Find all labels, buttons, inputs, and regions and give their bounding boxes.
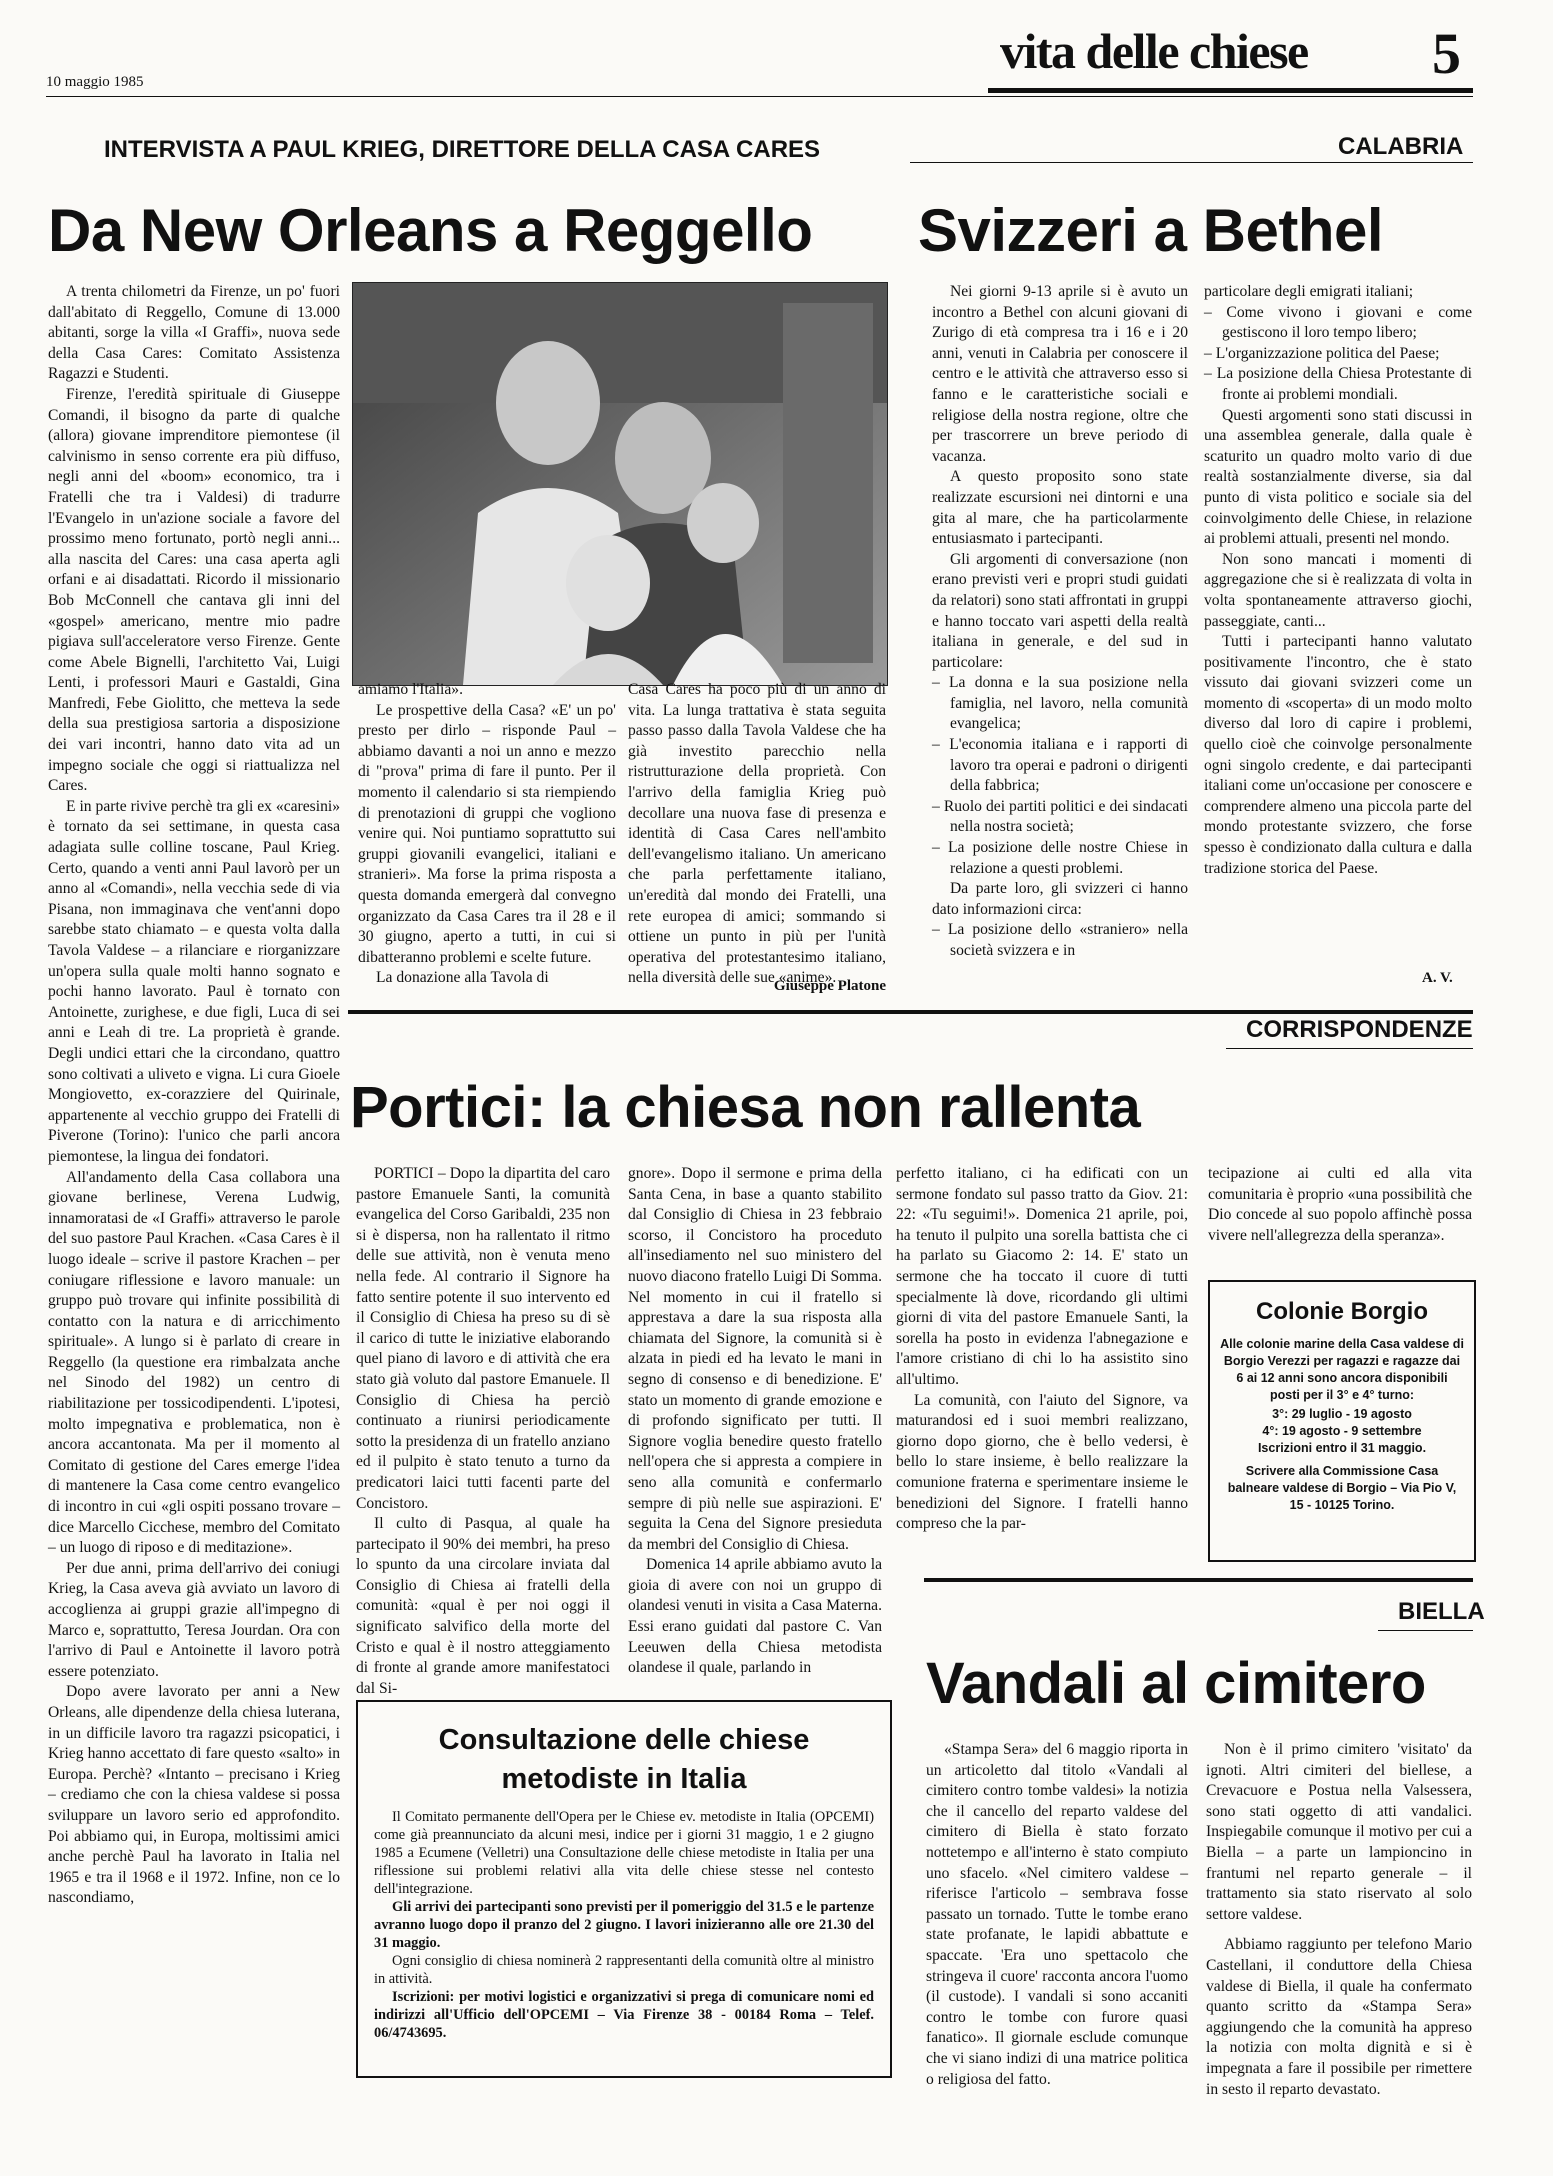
paragraph: Il culto di Pasqua, al quale ha partecipato il 90% dei membri, ha preso lo spunto da una circolare inviata dal Consiglio di Chiesa ai fratelli della comunità: «qual è per noi oggi il significato salvifico della morte del Cristo e qual è il nostro atteggiamento di fronte al grande amore manifestatoci dal Si-: [356, 1515, 610, 1697]
portici-column-2: [628, 1164, 882, 1684]
list-item: – Come vivono i giovani e come gestiscono il loro tempo libero;: [1204, 303, 1472, 342]
paragraph: Iscrizioni: per motivi logistici e organizzativi si prega di comunicare nomi ed indirizzi all'Ufficio dell'OPCEMI – Via Firenze 38 - 00184 Roma – Telef. 06/4743695.: [374, 1989, 874, 2041]
section-title: vita delle chiese: [1000, 23, 1308, 79]
article-kicker: INTERVISTA A PAUL KRIEG, DIRETTORE DELLA CASA CARES: [104, 136, 821, 163]
list-item: – La posizione della Chiesa Protestante di fronte ai problemi mondiali.: [1204, 365, 1472, 403]
page-number: 5: [1432, 21, 1461, 86]
paragraph: perfetto italiano, ci ha edificati con un sermone fondato sul passo tratto da Giov. 21: 22: «Tu seguimi!». Domenica 21 aprile, poi, ha tenuto il pulpito una sorella battista che ci ha parlato su Giacomo 2: 14. E' stato un sermone che ha toccato il cuore di tutti specialmente là dove, ricordando gli ultimi giorni di vita del pastore Emanuele Santi, la sorella ha posto in evidenza l'abnegazione e l'amore cristiano di chi lo ha assistito sino all'ultimo.: [896, 1165, 1188, 1388]
paragraph: Gli argomenti di conversazione (non erano previsti veri e propri studi guidati da relatori) sono stati affrontati in gruppi e hanno toccato vari aspetti della realtà italiana in generale, e del sud in particolare:: [932, 550, 1188, 671]
box-contact: Scrivere alla Commissione Casa balneare valdese di Borgio – Via Pio V, 15 - 10125 Torino.: [1227, 1464, 1457, 1512]
list-item: particolare degli emigrati italiani;: [1204, 283, 1414, 300]
header-rule: [988, 88, 1473, 93]
page-date: 10 maggio 1985: [46, 74, 144, 90]
paragraph: Il Comitato permanente dell'Opera per le Chiese ev. metodiste in Italia (OPCEMI) come già preannunciato da alcuni mesi, indice per i giorni 31 maggio, 1 e 2 giugno 1985 a Ecumene (Velletri) una Consultazione delle chiese metodiste in Italia per una riflessione sui problemi relativi alla vita delle chiese stesse nel contesto dell'integrazione.: [374, 1809, 874, 1897]
paragraph: Nei giorni 9-13 aprile si è avuto un incontro a Bethel con alcuni giovani di Zurigo di età compresa tra i 16 e i 20 anni, venuti in Calabria per conoscere il centro e le attività che attraverso esso si fanno e le caratteristiche sociali e religiose della nostra regione, oltre che per trascorrere un breve periodo di vacanza.: [932, 283, 1188, 465]
paragraph: Per due anni, prima dell'arrivo dei coniugi Krieg, la Casa aveva già avviato un lavoro di accoglienza ai gruppi grazie all'impegno di Marco e, soprattutto, Teresa Jourdan. Ora con l'arrivo di Paul e Antoinette il lavoro potrà essere potenziato.: [48, 1559, 340, 1680]
portici-column-4: [1208, 1164, 1472, 1274]
krieg-column-2: [358, 680, 616, 1000]
divider: [924, 1578, 1473, 1582]
article-title-portici: Portici: la chiesa non rallenta: [350, 1075, 1141, 1140]
paragraph: PORTICI – Dopo la dipartita del caro pastore Emanuele Santi, la comunità evangelica del Corso Garibaldi, 235 non si è dispersa, non ha rallentato il ritmo delle sue attività, non è venuta meno nella fede. Al contrario il Signore ha fatto sentire potente il suo intervento ed il Consiglio di Chiesa ha preso su di sè il carico di tutte le iniziative elaborando quel piano di lavoro e di attività che era stato già voluto dal pastore Emanuele. Il Consiglio di Chiesa ha perciò continuato a riunirsi periodicamente sotto la presidenza di un fratello anziano ed il pulpito è stato tenuto a turno da predicatori laici tutti facenti parte del Concistoro.: [356, 1165, 610, 1512]
article-kicker-calabria: CALABRIA: [1338, 133, 1464, 160]
portici-column-1: [356, 1164, 610, 1697]
box-turn: 3°: 29 luglio - 19 agosto: [1272, 1407, 1412, 1421]
paragraph: Non è il primo cimitero 'visitato' da ignoti. Altri cimiteri del biellese, a Crevacuore e Postua nella Valsessera, sono stati oggetto di atti vandalici. Inspiegabile comunque il motivo per cui a Biella – a parte un lampioncino in frantumi nel reparto generale – il trattamento sia stato riservato al solo settore valdese.: [1206, 1741, 1472, 1923]
box-title: Consultazione delle chiese: [438, 1724, 810, 1756]
box-turn: Iscrizioni entro il 31 maggio.: [1257, 1441, 1427, 1455]
paragraph: Questi argomenti sono stati discussi in una assemblea generale, dalla quale è scaturito un quadro molto vario di due realtà sostanzialmente diverse, sia dal punto di vista politico e sociale sia del coinvolgimento delle Chiese, in relazione ai problemi attuali, presenti nel mondo.: [1204, 406, 1472, 548]
divider: [348, 1010, 1473, 1014]
paragraph: A trenta chilometri da Firenze, un po' fuori dall'abitato di Reggello, Comune di 13.000 abitanti, sorge la villa «I Graffi», nuova sede della Casa Cares: Comitato Assistenza Ragazzi e Studenti.: [48, 283, 340, 383]
paragraph: Tutti i partecipanti hanno valutato positivamente l'incontro, che è stato vissuto dai giovani svizzeri come un momento di «scoperta» di un modo molto diverso dal loro di capire i problemi, quello cioè che coinvolge personalmente ogni singolo credente, e dai partecipanti italiani come un'occasione per conoscere e comprendere almeno una piccola parte del mondo protestante svizzero, che forse spesso è condizionato dalla cultura e dalla tradizione storica del Paese.: [1204, 633, 1472, 877]
krieg-column-1: [48, 282, 340, 1907]
article-title-bethel: Svizzeri a Bethel: [918, 197, 1384, 264]
paragraph: A questo proposito sono state realizzate escursioni nei dintorni e una gita al mare, che ha particolarmente entusiasmato i partecipanti.: [932, 468, 1188, 548]
paragraph: «Stampa Sera» del 6 maggio riporta in un articoletto dal titolo «Vandali al cimitero contro tombe valdesi» la notizia che il cancello del reparto valdese del cimitero di Biella è stato forzato nottetempo e all'interno è stato compiuto uno sfacelo. «Nel cimitero valdese – riferisce l'articolo – sembrava fosse passato un tornado. Tutte le tombe erano state profanate, le lapidi abbattute e spaccate. 'Era uno spettacolo che stringeva il cuore' racconta ancora l'uomo (il custode). I vandali si sono accaniti contro le tombe con furore quasi fanatico». Il giornale esclude comunque che vi siano indizi di una matrice politica o religiosa del fatto.: [926, 1741, 1188, 2088]
topic-list: [932, 673, 1188, 879]
paragraph: La comunità, con l'aiuto del Signore, va maturandosi ed i suoi membri realizzano, giorno dopo giorno, che è bello vedersi, è bello lo stare insieme, è bello realizzare la comunione fraterna e sperimentare insieme le benedizioni del Signore. I fratelli hanno compreso che la par-: [896, 1391, 1188, 1533]
bethel-column-2: [1204, 282, 1472, 982]
paragraph: Le prospettive della Casa? «E' un po' presto per dirlo – risponde Paul – abbiamo davanti a noi un anno e mezzo di "prova" prima di fare il punto. Per il momento il calendario si sta riempiendo di prenotazioni di gruppi che vogliono venire qui. Noi puntiamo soprattutto sui gruppi giovanili evangelici, italiani e stranieri». Ma forse la prima risposta a questa domanda emergerà dal convegno organizzato da Casa Cares tra il 28 e il 30 giugno, aperto a tutti, in cui si dibatteranno problemi e scelte future.: [358, 701, 616, 966]
paragraph: Firenze, l'eredità spirituale di Giuseppe Comandi, il bisogno da parte di qualche (allora) giovane imprenditore piemontese (il calvinismo in senso corrente era più diffuso, negli anni del «boom» economico, tra i Fratelli che tra i Valdesi) di tradurre l'Evangelo in un'azione sociale a favore del prossimo meno fortunato, portò negli anni... alla nascita del Cares: una casa aperta agli orfani e ai disadattati. Ricordo il missionario Bob McConnell che cantava gli inni del «gospel» americano, mentre mio padre pigiava sull'acceleratore verso Firenze. Gente come Abele Bignelli, l'architetto Vai, Luigi Lenti, i professori Mauri e Gastaldi, Gina Manfredi, Febe Giolitto, che metteva la sede della sua prestigiosa sartoria a disposizione dei vari incontri, hanno dato vita ad un impegno sociale che oggi si riattualizza nel Cares.: [48, 385, 340, 795]
list-item: – La posizione delle nostre Chiese in relazione a questi problemi.: [932, 839, 1188, 877]
paragraph: Non sono mancati i momenti di aggregazione che si è realizzata di volta in volta spontaneamente attraverso giochi, passeggiate, canti...: [1204, 550, 1472, 630]
divider: [1378, 1630, 1473, 1631]
list-item: – La donna e la sua posizione nella famiglia, nel lavoro, nella comunità evangelica;: [932, 674, 1188, 733]
paragraph: Ogni consiglio di chiesa nominerà 2 rappresentanti della comunità oltre al ministro in attività.: [374, 1953, 874, 1987]
article-kicker-corrispondenze: CORRISPONDENZE: [1246, 1016, 1473, 1043]
paragraph: La donazione alla Tavola di: [376, 969, 549, 987]
header-thin-rule: [46, 96, 1473, 97]
author-signature-av: A. V.: [1422, 970, 1453, 986]
box-text: Alle colonie marine della Casa valdese di Borgio Verezzi per ragazzi e ragazze dai 6 ai 12 anni sono ancora disponibili posti per il 3° e 4° turno:: [1220, 1337, 1464, 1402]
paragraph: Domenica 14 aprile abbiamo avuto la gioia di avere con noi un gruppo di olandesi venuti in visita a Casa Materna. Essi erano guidati dal pastore C. Van Leeuwen della Chiesa metodista olandese il quale, parlando in: [628, 1556, 882, 1677]
paragraph: Da parte loro, gli svizzeri ci hanno dato informazioni circa:: [932, 880, 1188, 918]
biella-column-2: [1206, 1740, 1472, 2140]
portici-column-3: [896, 1164, 1188, 1684]
list-item: – L'economia italiana e i rapporti di lavoro tra operai e padroni o dirigenti della fabbrica;: [932, 736, 1188, 795]
biella-column-1: [926, 1740, 1188, 2140]
paragraph: amiamo l'Italia».: [358, 681, 463, 698]
paragraph: Abbiamo raggiunto per telefono Mario Castellani, il conduttore della Chiesa valdese di Biella, il quale ha confermato quanto scritto da «Stampa Sera» aggiungendo che la comunità ha appreso la notizia con molta dignità e si è impegnata a fare il possibile per rimettere in sesto il reparto devastato.: [1206, 1936, 1472, 2098]
box-turn: 4°: 19 agosto - 9 settembre: [1262, 1424, 1422, 1438]
article-title-biella: Vandali al cimitero: [926, 1651, 1426, 1716]
paragraph: All'andamento della Casa collabora una giovane berlinese, Verena Ludwig, innamoratasi de «I Graffi» attraverso le parole del suo pastore Paul Krachen. «Casa Cares è il luogo ideale – scrive il pastore Krachen – per coniugare riflessione e lavoro manuale: un gruppo può trovare qui infinite possibilità di contatto con la natura e di arricchimento spirituale». A lungo si è parlato di creare in Reggello (la questione era rimbalzata anche nel Sinodo del 1982) un centro di riabilitazione per tossicodipendenti. L'ipotesi, molto impegnativa e problematica, non è ancora accantonata. Ma per il momento al Comitato di gestione del Cares emerge l'idea di mantenere la Casa come centro evangelico di incontro in cui «gli ospiti possano trovare – dice Marcello Cicchese, membro del Comitato – un luogo di riposo e di meditazione».: [48, 1168, 340, 1557]
paragraph: Casa Cares ha poco più di un anno di vita. La lunga trattativa è stata seguita passo passo dalla Tavola Valdese che ha già investito parecchio nella ristrutturazione della proprietà. Con l'arrivo della famiglia Krieg può decollare una nuova fase di presenza e identità di Casa Cares nell'ambito dell'evangelismo italiano. Un americano che parla perfettamente italiano, un'eredità dal mondo dei Fratelli, una rete europea di amici; sommando si ottiene un punto in più per l'unità operativa del protestantesimo italiano, nella diversità delle sue «anime».: [628, 681, 886, 987]
paragraph: E in parte rivive perchè tra gli ex «caresini» è tornato da sei settimane, in questa casa adagiata sulle colline toscane, Paul Krieg. Certo, quando a venti anni Paul lavorò per un anno al «Comandi», nella vecchia sede di via Pisana, non immaginava che vent'anni dopo sarebbe stato chiamato – e questa volta dalla Tavola Valdese – a rilanciare e riorganizzare un'opera sulla quale molti hanno sognato e pochi hanno lavorato. Paul è tornato con Antoinette, zurighese, e due figli, Luca di sei anni e Leah di tre. La proprietà è grande. Degli undici ettari che la circondano, quattro sono coltivati a uliveto e vigna. Li cura Gioele Mongiovetto, ex-corazziere del Quirinale, appartenente al vecchio gruppo dei Fratelli di Piverone (Torino): l'unico che parli ancora piemontese, la lingua dei fondatori.: [48, 797, 340, 1165]
box-body: [358, 1796, 890, 2042]
paragraph: tecipazione ai culti ed alla vita comunitaria è proprio «una possibilità che Dio concede al suo popolo affinchè possa vivere nell'allegrezza della speranza».: [1208, 1165, 1472, 1244]
paragraph: gnore». Dopo il sermone e prima della Santa Cena, in base a quanto stabilito dal Consiglio di Chiesa in 23 febbraio scorso, il Concistoro ha proceduto all'insediamento nel suo ministero del nuovo diacono fratello Luigi Di Somma. Nel momento in cui il fratello si apprestava a dare la sua risposta alla chiamata del Signore, la comunità si è alzata in piedi ed ha levato le mani in segno di consenso e di benedizione. E' stato un momento di grande emozione e di profondo significato per tutti. Il Signore voglia benedire questo fratello nell'opera che si appresta a compiere in seno alla comunità e confermarlo sempre di più nelle sue aspirazioni. E' seguita la Cena del Signore presieduta da membri del Consiglio di Chiesa.: [628, 1165, 882, 1553]
divider: [910, 162, 1473, 163]
paragraph: Gli arrivi dei partecipanti sono previsti per il pomeriggio del 31.5 e le partenze avranno luogo dopo il pranzo del 2 giugno. I lavori inizieranno alle ore 21.30 del 31 maggio.: [374, 1899, 874, 1951]
colonie-borgio-box: [1208, 1280, 1476, 1562]
family-photo: [352, 282, 888, 686]
list-item: – L'organizzazione politica del Paese;: [1204, 344, 1440, 362]
box-title: metodiste in Italia: [501, 1763, 747, 1795]
list-item: – La posizione dello «straniero» nella società svizzera e in: [932, 921, 1188, 959]
box-title: Colonie Borgio: [1256, 1298, 1428, 1325]
paragraph: Dopo avere lavorato per anni a New Orleans, alle dipendenze della chiesa luterana, in un difficile lavoro tra ragazzi psicopatici, i Krieg hanno accettato di fare questo «salto» in Europa. Perchè? «Intanto – precisano i Krieg – crediamo che con la chiesa valdese si possa sviluppare un lavoro serio ed approfondito. Poi abbiamo qui, in Europa, moltissimi amici anche perchè Paul ha lavorato in Italia nel 1965 e tra il 1968 e il 1972. Infine, non ce lo nascondiamo,: [48, 1683, 340, 1907]
topic-list-3: [1204, 282, 1472, 406]
bethel-column-1: [932, 282, 1188, 982]
photo-image: [353, 283, 887, 685]
author-signature: Giuseppe Platone: [773, 978, 886, 994]
topic-list-2: [932, 920, 1188, 961]
divider: [1226, 1048, 1473, 1049]
consultazione-box: [356, 1700, 892, 2078]
list-item: – Ruolo dei partiti politici e dei sindacati nella nostra società;: [932, 797, 1188, 836]
article-kicker-biella: BIELLA: [1398, 1598, 1485, 1625]
article-title: Da New Orleans a Reggello: [48, 197, 813, 264]
